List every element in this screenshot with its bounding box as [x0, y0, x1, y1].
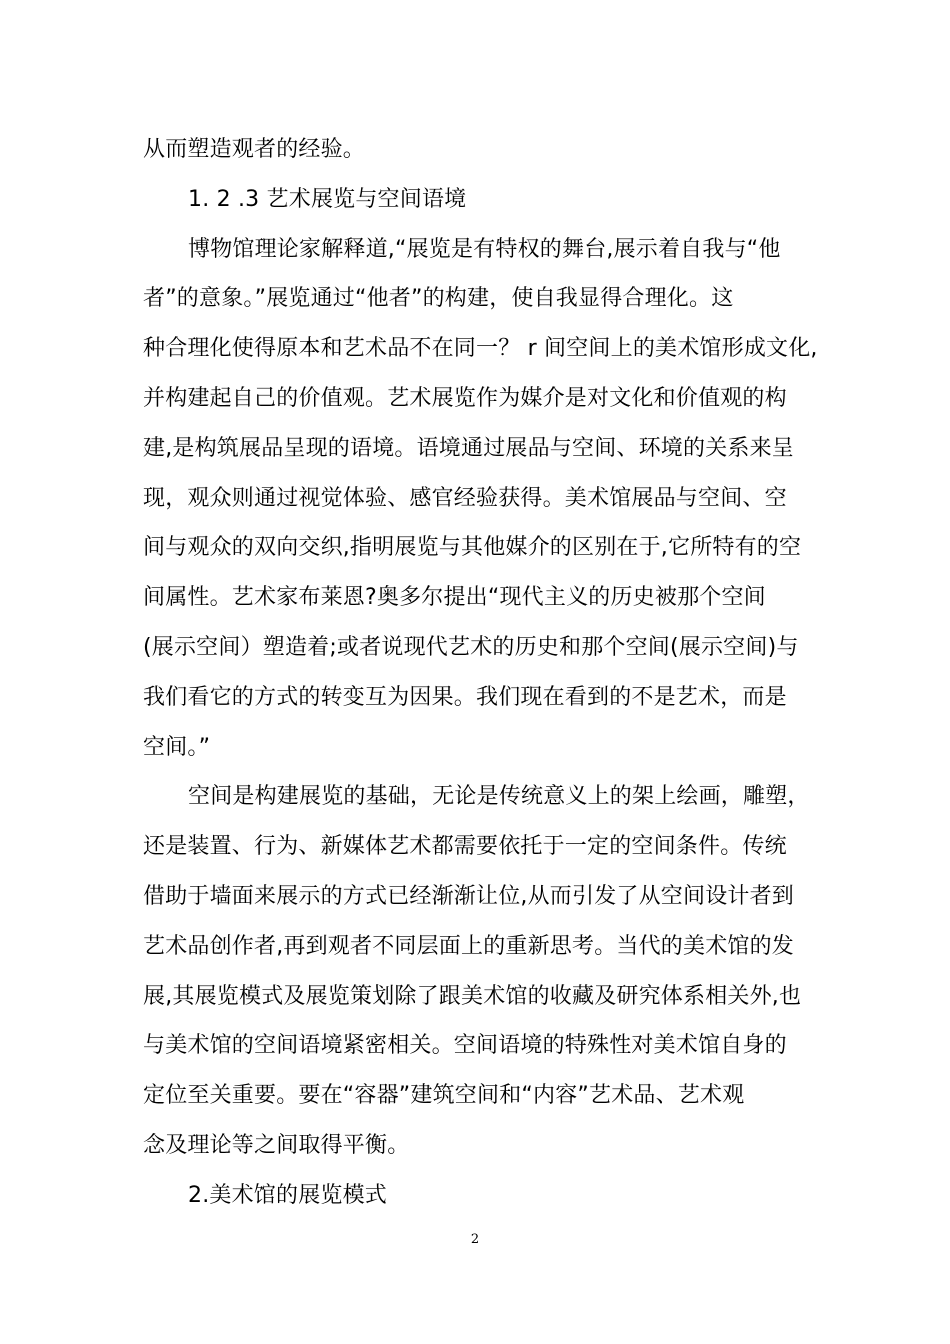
text-line: 还是装置、行为、新媒体艺术都需要依托于一定的空间条件。传统	[143, 834, 787, 860]
text-line: 空间。”	[143, 734, 211, 760]
page-number: 2	[470, 1232, 480, 1247]
text-line: 念及理论等之间取得平衡。	[143, 1132, 410, 1158]
text-line: 间与观众的双向交织,指明展览与其他媒介的区别在于,它所特有的空	[143, 535, 802, 561]
text-line: 从而塑造观者的经验。	[143, 137, 366, 162]
text-line: (展示空间）塑造着;或者说现代艺术的历史和那个空间(展示空间)与	[143, 634, 799, 660]
text-line: 现，观众则通过视觉体验、感官经验获得。美术馆展品与空间、空	[143, 485, 787, 511]
text-line: 借助于墙面来展示的方式已经渐渐让位,从而引发了从空间设计者到	[143, 883, 794, 909]
text-line: 种合理化使得原本和艺术品不在同一？ r 间空间上的美术馆形成文化,	[143, 336, 818, 362]
text-line: 间属性。艺术家布莱恩?奥多尔提出“现代主义的历史被那个空间	[143, 585, 766, 611]
text-line: 艺术品创作者,再到观者不同层面上的重新思考。当代的美术馆的发	[143, 933, 794, 959]
text-line: 并构建起自己的价值观。艺术展览作为媒介是对文化和价值观的构	[143, 385, 787, 411]
text-line: 建,是构筑展品呈现的语境。语境通过展品与空间、环境的关系来呈	[143, 435, 794, 461]
text-line: 展,其展览模式及展览策划除了跟美术馆的收藏及研究体系相关外,也	[143, 983, 802, 1009]
text-line: 定位至关重要。要在“容器”建筑空间和“内容”艺术品、艺术观	[143, 1083, 745, 1109]
text-line: 者”的意象。”展览通过“他者”的构建，使自我显得合理化。这	[143, 286, 734, 312]
section-heading: 2.美术馆的展览模式	[188, 1182, 387, 1208]
text-line: 空间是构建展览的基础，无论是传统意义上的架上绘画，雕塑，	[188, 784, 810, 810]
text-line: 与美术馆的空间语境紧密相关。空间语境的特殊性对美术馆自身的	[143, 1033, 787, 1059]
text-line: 博物馆理论家解释道,“展览是有特权的舞台,展示着自我与“他	[188, 236, 781, 262]
section-heading: 1. 2 .3 艺术展览与空间语境	[188, 186, 467, 212]
body-text	[143, 125, 818, 1221]
text-line: 我们看它的方式的转变互为因果。我们现在看到的不是艺术，而是	[143, 684, 787, 710]
